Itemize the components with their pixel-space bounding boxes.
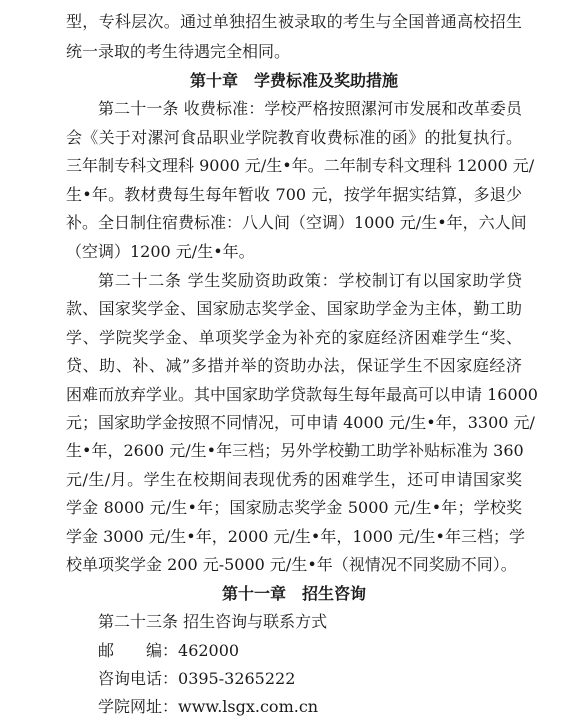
contact-value: 0395-3265222 <box>178 669 296 688</box>
chapter-10-heading: 第十章 学费标准及奖助措施 <box>189 71 398 90</box>
article-22-line: 学金 8000 元/生•年；国家励志奖学金 5000 元/生•年；学校奖 <box>66 498 522 517</box>
article-23-line: 第二十三条 招生咨询与联系方式 <box>98 612 328 631</box>
contact-label: 咨询电话： <box>98 669 179 688</box>
article-22-line: 学、学院奖学金、单项奖学金为补充的家庭经济困难学生“奖、 <box>66 328 522 347</box>
contact-website <box>98 697 318 717</box>
article-22-line: 贷、助、补、减”多措并举的资助办法，保证学生不因家庭经济 <box>66 356 522 375</box>
contact-postcode <box>98 641 239 661</box>
contact-label: 学院网址： <box>98 697 179 716</box>
article-21-line: 补。全日制住宿费标准：八人间（空调）1000 元/生•年，六人间 <box>66 213 527 232</box>
article-22-line: 元/生/月。学生在校期间表现优秀的困难学生，还可申请国家奖 <box>66 470 522 489</box>
article-22-line: 元；国家助学金按照不同情况，可申请 4000 元/生•年，3300 元/ <box>66 413 535 432</box>
contact-value: 462000 <box>178 641 240 660</box>
article-22-line: 生•年，2600 元/生•年三档；另外学校勤工助学补贴标准为 360 <box>66 441 524 460</box>
article-21-line: （空调）1200 元/生•年。 <box>66 242 255 261</box>
article-22-line: 困难而放弃学业。其中国家助学贷款每生每年最高可以申请 16000 <box>66 385 538 404</box>
intro-line: 型，专科层次。通过单独招生被录取的考生与全国普通高校招生 <box>66 12 522 31</box>
intro-line: 统一录取的考生待遇完全相同。 <box>66 42 291 61</box>
article-22-line: 校单项奖学金 200 元-5000 元/生•年（视情况不同奖励不同）。 <box>66 555 517 574</box>
article-21-line: 第二十一条 收费标准：学校严格按照漯河市发展和改革委员 <box>98 99 522 118</box>
contact-label: 邮 编： <box>98 641 179 660</box>
article-22-line: 款、国家奖学金、国家励志奖学金、国家助学金为主体，勤工助 <box>66 299 522 318</box>
article-21-line: 会《关于对漯河食品职业学院教育收费标准的函》的批复执行。 <box>66 128 522 147</box>
article-22-line: 学金 3000 元/生•年，2000 元/生•年，1000 元/生•年三档；学 <box>66 527 525 546</box>
chapter-11-heading: 第十一章 招生咨询 <box>221 584 366 603</box>
contact-phone <box>98 669 295 689</box>
article-22-line: 第二十二条 学生奖励资助政策：学校制订有以国家助学贷 <box>98 271 522 290</box>
article-21-line: 生•年。教材费每生每年暂收 700 元，按学年据实结算，多退少 <box>66 185 522 204</box>
contact-value: www.lsgx.com.cn <box>178 697 319 716</box>
article-21-line: 三年制专科文理科 9000 元/生•年。二年制专科文理科 12000 元/ <box>66 156 535 175</box>
